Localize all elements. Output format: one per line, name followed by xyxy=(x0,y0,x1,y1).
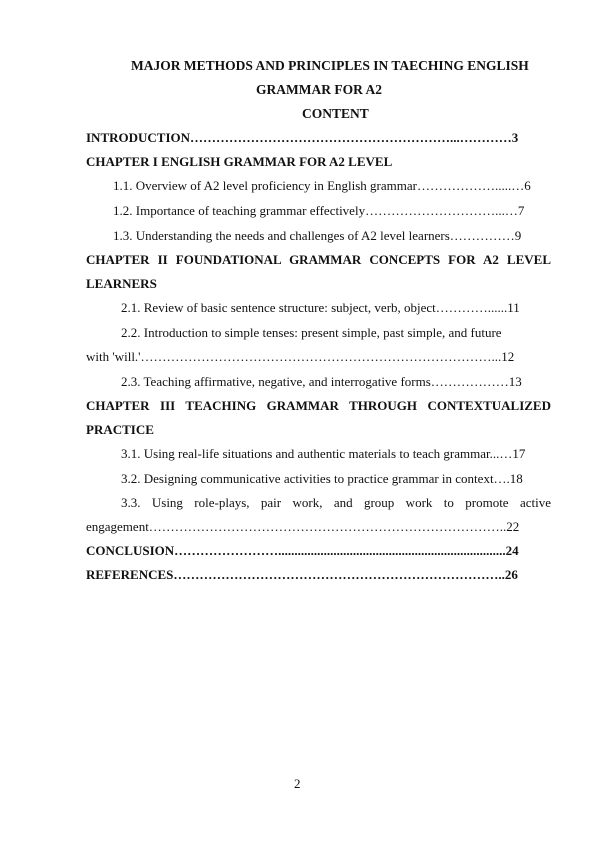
toc-chapter-2-line-2: LEARNERS xyxy=(86,276,157,291)
toc-item-3-1: 3.1. Using real-life situations and authentic materials to teach grammar...…17 xyxy=(121,446,526,461)
toc-chapter-3-line-2: PRACTICE xyxy=(86,422,154,437)
toc-item-1-1: 1.1. Overview of A2 level proficiency in English grammar……………….....…6 xyxy=(113,178,531,193)
toc-conclusion: CONCLUSION……………………......................................................................24 xyxy=(86,543,519,558)
content-heading: CONTENT xyxy=(302,106,369,121)
toc-item-2-1: 2.1. Review of basic sentence structure: subject, verb, object…………......11 xyxy=(121,300,520,315)
toc-item-2-2-line-2: with 'will.'………………………………………………………………………...12 xyxy=(86,349,515,364)
toc-chapter-1: CHAPTER I ENGLISH GRAMMAR FOR A2 LEVEL xyxy=(86,154,393,169)
toc-item-2-3: 2.3. Teaching affirmative, negative, and interrogative forms………………13 xyxy=(121,374,522,389)
toc-item-2-2-line-1: 2.2. Introduction to simple tenses: present simple, past simple, and future xyxy=(121,325,502,340)
toc-item-3-2: 3.2. Designing communicative activities to practice grammar in context….18 xyxy=(121,471,523,486)
document-title-line-2: GRAMMAR FOR A2 xyxy=(256,82,382,97)
toc-item-3-3-line-2: engagement………………………………………………………………………..22 xyxy=(86,519,520,534)
toc-chapter-3-line-1: CHAPTER III TEACHING GRAMMAR THROUGH CONTEXTUALIZED xyxy=(86,398,551,413)
toc-introduction: INTRODUCTION……………………………………………………...…………3 xyxy=(86,130,519,145)
document-title-line-1: MAJOR METHODS AND PRINCIPLES IN TAECHING ENGLISH xyxy=(131,58,529,73)
toc-item-1-3: 1.3. Understanding the needs and challenges of A2 level learners……………9 xyxy=(113,228,522,243)
toc-chapter-2-line-1: CHAPTER II FOUNDATIONAL GRAMMAR CONCEPTS FOR A2 LEVEL xyxy=(86,252,551,267)
toc-references: REFERENCES…………………………………………………………………..26 xyxy=(86,567,518,582)
toc-item-1-2: 1.2. Importance of teaching grammar effectively…………………………...…7 xyxy=(113,203,525,218)
toc-item-3-3-line-1: 3.3. Using role-plays, pair work, and group work to promote active xyxy=(121,495,551,510)
page-number: 2 xyxy=(294,776,301,791)
